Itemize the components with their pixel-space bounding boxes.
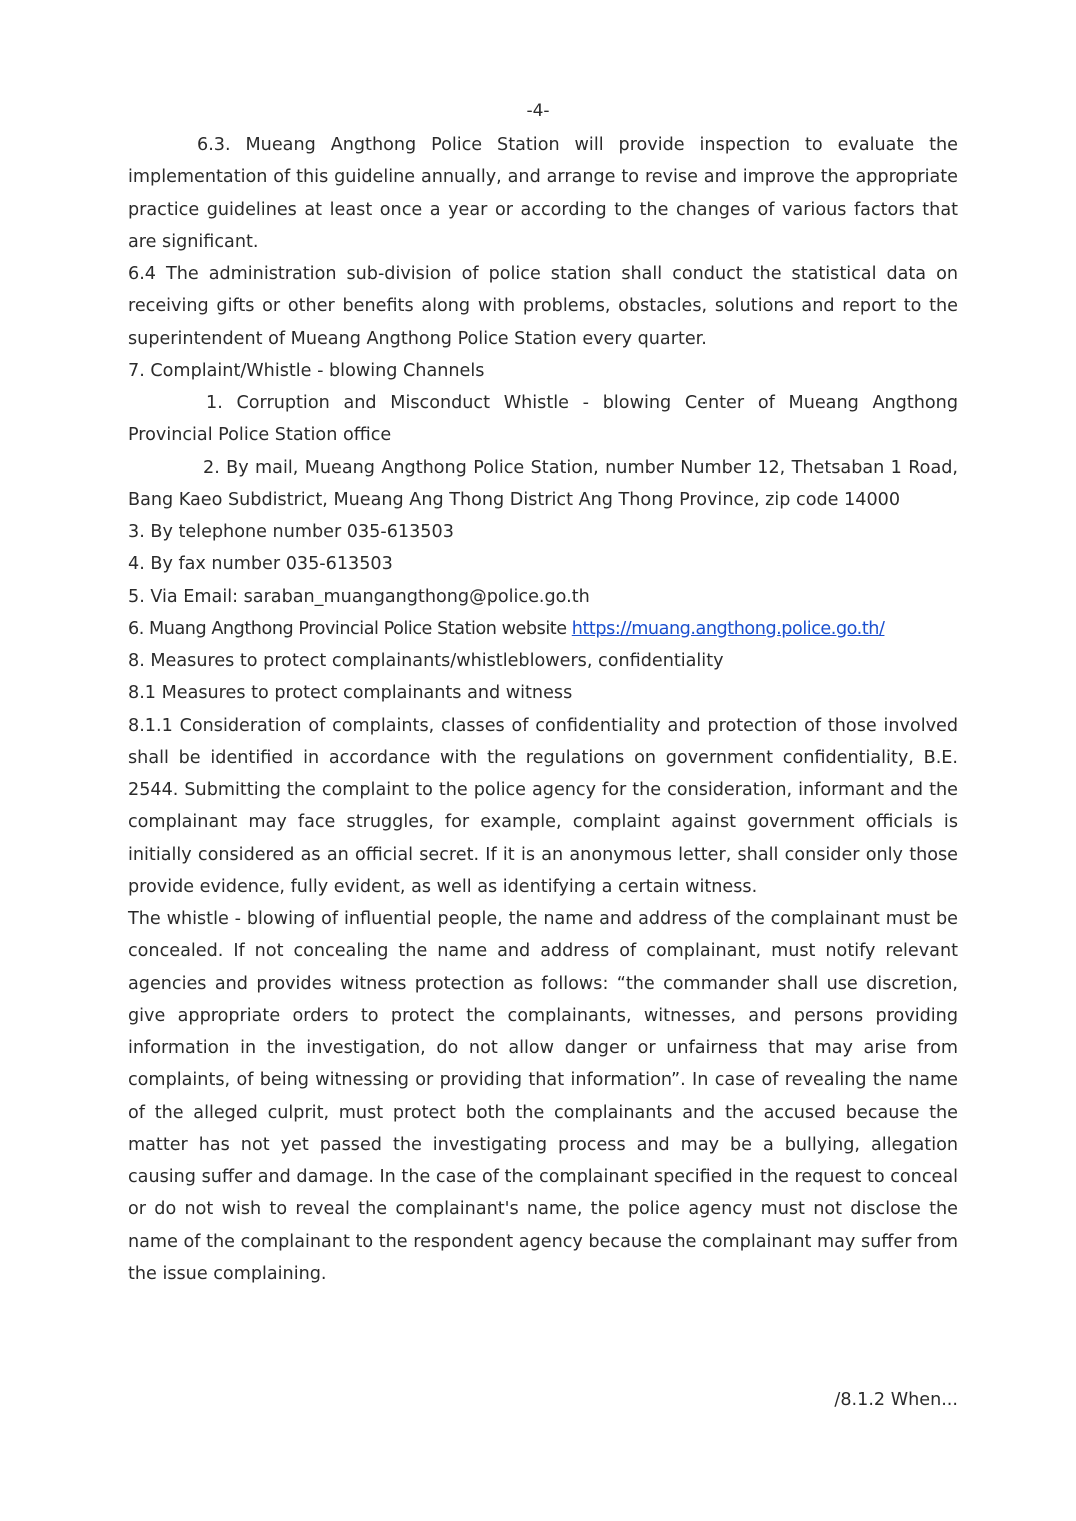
continuation-marker: /8.1.2 When... xyxy=(834,1390,958,1410)
section-7-heading: 7. Complaint/Whistle - blowing Channels xyxy=(128,360,485,381)
paragraph-whistle-blowing: The whistle - blowing of influential people, the name and address of the complainant must be concealed. If not concealing the name and address of complainant, must notify relevant agencies and provides witness protection as follows: “the commander shall use discretion, give appropriate orders to protect the complainants, witnesses, and persons providing information in the investigation, do not allow danger or unfairness that may arise from complaints, of being witnessing or providing that information”. In case of revealing the name of the alleged culprit, must protect both the complainants and the accused because the matter has not yet passed the investigating process and may be a bullying, allegation causing suffer and damage. In the case of the complainant specified in the request to conceal or do not wish to reveal the complainant's name, the police agency must not disclose the name of the complainant to the respondent agency because the complainant may suffer from the issue complaining. xyxy=(128,909,958,1284)
channel-item-5: 5. Via Email: saraban_muangangthong@police.go.th xyxy=(128,586,590,607)
paragraph-8-1-1: 8.1.1 Consideration of complaints, classes of confidentiality and protection of those involved shall be identified in accordance with the regulations on government confidentiality, B.E. 2544. Submitting the complaint to the police agency for the consideration, informant and the complainant may face struggles, for example, complaint against government officials is initially considered as an official secret. If it is an anonymous letter, shall consider only those provide evidence, fully evident, as well as identifying a certain witness. xyxy=(128,715,958,897)
channel-item-6 xyxy=(128,613,958,645)
channel-item-6-label: 6. Muang Angthong Provincial Police Station website xyxy=(128,618,572,639)
paragraph-6-4: 6.4 The administration sub-division of police station shall conduct the statistical data on receiving gifts or other benefits along with problems, obstacles, solutions and report to the superintendent of Mueang Angthong Police Station every quarter. xyxy=(128,264,958,349)
page-number: -4- xyxy=(526,101,550,121)
channel-item-2: 2. By mail, Mueang Angthong Police Station, number Number 12, Thetsaban 1 Road, Bang Kaeo Subdistrict, Mueang Ang Thong District Ang Thong Province, zip code 14000 xyxy=(128,457,958,510)
channel-item-4: 4. By fax number 035-613503 xyxy=(128,554,393,575)
document-body xyxy=(128,129,958,1290)
channel-item-3: 3. By telephone number 035-613503 xyxy=(128,522,454,542)
section-8-1-heading: 8.1 Measures to protect complainants and witness xyxy=(128,683,573,704)
channel-item-1: 1. Corruption and Misconduct Whistle - blowing Center of Mueang Angthong Provincial Police Station office xyxy=(128,393,958,446)
station-website-link[interactable]: https://muang.angthong.police.go.th/ xyxy=(571,618,885,639)
paragraph-6-3: 6.3. Mueang Angthong Police Station will provide inspection to evaluate the implementation of this guideline annually, and arrange to revise and improve the appropriate practice guidelines at least once a year or according to the changes of various factors that are significant. xyxy=(128,135,958,252)
section-8-heading: 8. Measures to protect complainants/whistleblowers, confidentiality xyxy=(128,651,724,671)
